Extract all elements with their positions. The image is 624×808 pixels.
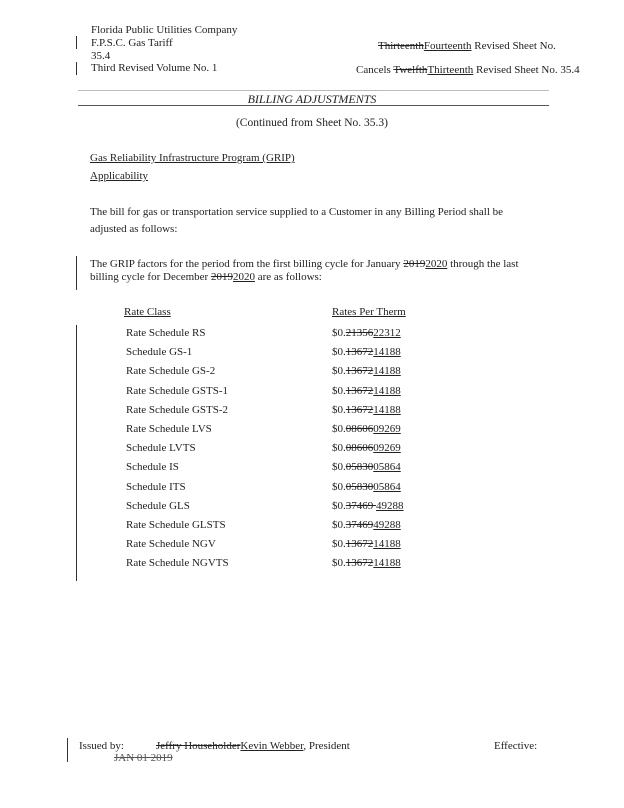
p2-text-b: through the last — [447, 258, 519, 270]
rate-old-struck: 13672 — [345, 538, 374, 550]
rate-new: 09269 — [373, 442, 401, 454]
sheet-new: Fourteenth — [423, 40, 472, 52]
issuer — [156, 740, 350, 752]
rate-new: 14188 — [373, 385, 401, 397]
rate-old-struck: 08606 — [345, 442, 374, 454]
rate-class-label: Rate Schedule GSTS-2 — [126, 404, 229, 416]
revision-bar-footer — [67, 738, 68, 762]
paragraph-2-line-1 — [90, 258, 519, 270]
rate-class-label: Schedule ITS — [126, 481, 186, 493]
rate-new: 49288 — [373, 519, 401, 531]
rate-class-label: Rate Schedule NGV — [126, 538, 216, 550]
rate-value — [332, 538, 401, 550]
rate-old-struck: 13672 — [345, 346, 374, 358]
col-header-rate-class: Rate Class — [124, 306, 171, 318]
sheet-suffix: Revised Sheet No. — [471, 40, 556, 52]
rate-value — [332, 346, 401, 358]
effective-label: Effective: — [494, 740, 538, 752]
p2-text-c: billing cycle for December — [90, 271, 211, 283]
continued-note: (Continued from Sheet No. 35.3) — [235, 117, 389, 129]
rate-prefix: $0. — [332, 365, 346, 377]
rate-value — [332, 519, 401, 531]
tariff-name: F.P.S.C. Gas Tariff — [91, 37, 173, 49]
rate-new: 09269 — [373, 423, 401, 435]
rate-value — [332, 365, 401, 377]
rate-new: 14188 — [373, 404, 401, 416]
issuer-title: , President — [303, 740, 350, 752]
rate-prefix: $0. — [332, 346, 346, 358]
rate-class-label: Rate Schedule GS-2 — [126, 365, 216, 377]
sheet-number — [378, 40, 556, 52]
rate-class-label: Schedule GS-1 — [126, 346, 193, 358]
rate-prefix: $0. — [332, 404, 346, 416]
volume-label: Third Revised Volume No. 1 — [91, 62, 218, 74]
rate-value — [332, 461, 401, 473]
cancels-sheet — [356, 64, 580, 76]
p2-year-struck-2: 2019 — [210, 271, 233, 283]
rate-prefix: $0. — [332, 327, 346, 339]
rate-old-struck: 13672 — [345, 385, 374, 397]
p2-text-d: are as follows: — [254, 271, 322, 283]
issue-date-struck: JAN 01 2019 — [114, 752, 173, 764]
rate-new: 14188 — [373, 538, 401, 550]
rate-class-label: Rate Schedule GLSTS — [126, 519, 226, 531]
rate-value — [332, 442, 401, 454]
rate-class-label: Schedule LVTS — [126, 442, 196, 454]
rate-new: 14188 — [373, 365, 401, 377]
cancels-suffix: Revised Sheet No. 35.4 — [473, 64, 580, 76]
revision-bar-header-1 — [76, 36, 77, 49]
p2-year-struck: 2019 — [403, 258, 426, 270]
rate-prefix: $0. — [332, 500, 346, 512]
rate-prefix: $0. — [332, 442, 346, 454]
rate-new: 05864 — [373, 461, 401, 473]
rate-new: 22312 — [373, 327, 401, 339]
paragraph-1-line-2: adjusted as follows: — [90, 223, 178, 235]
p2-text-a: The GRIP factors for the period from the first billing cycle for January — [90, 258, 404, 270]
rate-class-label: Rate Schedule LVS — [126, 423, 212, 435]
rate-class-label: Schedule IS — [126, 461, 179, 473]
rate-value — [332, 327, 401, 339]
rate-class-label: Schedule GLS — [126, 500, 190, 512]
company-name: Florida Public Utilities Company — [91, 24, 238, 36]
page-title: BILLING ADJUSTMENTS — [247, 92, 377, 106]
section-heading: Gas Reliability Infrastructure Program (GRIP) — [90, 152, 295, 164]
rate-value — [332, 481, 401, 493]
rate-old-struck: 21356 — [345, 327, 374, 339]
rate-value — [332, 423, 401, 435]
issuer-struck: Jeffry Householder — [156, 740, 241, 752]
paragraph-1-line-1: The bill for gas or transportation service supplied to a Customer in any Billing Period shall be — [90, 206, 504, 218]
sheet-struck: Thirteenth — [378, 40, 424, 52]
cancels-new: Thirteenth — [427, 64, 474, 76]
rate-class-label: Rate Schedule NGVTS — [126, 557, 229, 569]
cancels-prefix: Cancels — [356, 64, 394, 76]
rate-old-struck: 05830 — [345, 461, 374, 473]
tariff-number: 35.4 — [91, 50, 111, 62]
rate-prefix: $0. — [332, 423, 346, 435]
rate-value — [332, 500, 404, 512]
rate-new: 14188 — [373, 557, 401, 569]
rate-class-label: Rate Schedule RS — [126, 327, 206, 339]
rate-old-struck: 37469 — [345, 519, 374, 531]
rate-class-label: Rate Schedule GSTS-1 — [126, 385, 229, 397]
revision-bar-table — [76, 325, 77, 581]
rate-old-struck: 13672 — [345, 557, 374, 569]
title-rule-top — [78, 90, 549, 91]
rate-value — [332, 385, 401, 397]
rate-prefix: $0. — [332, 538, 346, 550]
rate-value — [332, 404, 401, 416]
revision-bar-header-2 — [76, 62, 77, 75]
col-header-rates-per-therm: Rates Per Therm — [332, 306, 406, 318]
rate-old-struck: 08606 — [345, 423, 374, 435]
rate-old-struck: 37469 — [345, 500, 376, 512]
rate-new: 14188 — [373, 346, 401, 358]
rate-old-struck: 13672 — [345, 365, 374, 377]
issued-by-label: Issued by: — [79, 740, 124, 752]
p2-year-new-2: 2020 — [232, 271, 255, 283]
rate-old-struck: 13672 — [345, 404, 374, 416]
section-subheading: Applicability — [90, 170, 149, 182]
paragraph-2-line-2 — [90, 271, 322, 283]
issuer-new: Kevin Webber — [240, 740, 304, 752]
rate-prefix: $0. — [332, 385, 346, 397]
rate-prefix: $0. — [332, 461, 346, 473]
rate-prefix: $0. — [332, 519, 346, 531]
rate-prefix: $0. — [332, 557, 346, 569]
rate-value — [332, 557, 401, 569]
revision-bar-grip — [76, 256, 77, 290]
rate-prefix: $0. — [332, 481, 346, 493]
rate-old-struck: 05830 — [345, 481, 374, 493]
rate-new: 49288 — [376, 500, 404, 512]
rate-new: 05864 — [373, 481, 401, 493]
p2-year-new: 2020 — [425, 258, 448, 270]
cancels-struck: Twelfth — [393, 64, 428, 76]
